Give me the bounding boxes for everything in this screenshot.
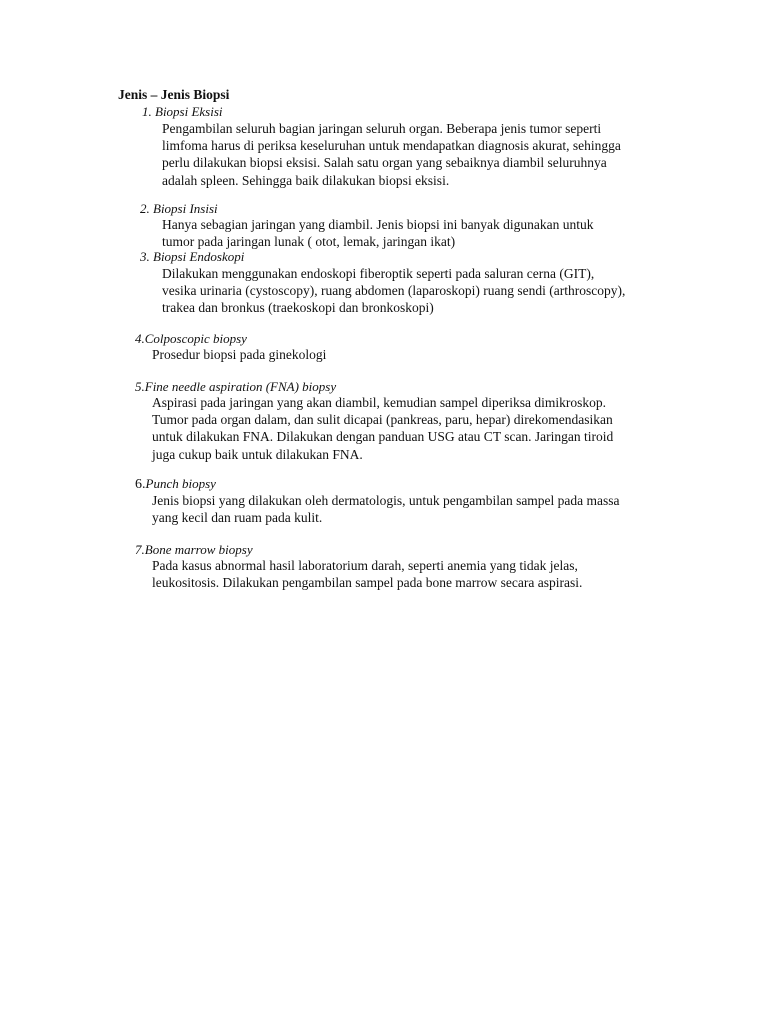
section-heading-fna-biopsy (135, 379, 336, 395)
body-line: Tumor pada organ dalam, dan sulit dicapai (pankreas, paru, hepar) direkomendasikan (152, 412, 613, 428)
body-line: Pengambilan seluruh bagian jaringan seluruh organ. Beberapa jenis tumor seperti (162, 121, 602, 136)
section-body-bone-marrow-biopsy (152, 557, 582, 591)
body-line: limfoma harus di periksa keseluruhan untuk mendapatkan diagnosis akurat, sehingga (162, 138, 621, 154)
page-title: Jenis – Jenis Biopsi (118, 87, 230, 102)
body-line: adalah spleen. Sehingga baik dilakukan biopsi eksisi. (162, 172, 450, 188)
section-body-fna-biopsy (152, 394, 613, 463)
section-body-colposcopic-biopsy (152, 346, 326, 363)
section-number: 5. (135, 379, 145, 394)
section-heading-colposcopic-biopsy (135, 331, 247, 347)
body-line: trakea dan bronkus (traekoskopi dan bronkoskopi) (162, 300, 434, 316)
body-line: yang kecil dan ruam pada kulit. (152, 510, 323, 526)
section-title: Punch biopsy (145, 476, 216, 491)
section-title: Biopsi Eksisi (155, 104, 223, 119)
section-heading-biopsi-eksisi (142, 104, 223, 120)
section-heading-punch-biopsy (135, 476, 216, 493)
body-line: Prosedur biopsi pada ginekologi (152, 347, 327, 362)
section-title: Fine needle aspiration (FNA) biopsy (144, 379, 337, 394)
body-line: Aspirasi pada jaringan yang akan diambil, kemudian sampel diperiksa dimikroskop. (152, 395, 607, 410)
section-number: 1. (142, 104, 152, 119)
section-heading-biopsi-insisi (140, 201, 218, 217)
section-title: Biopsi Endoskopi (153, 249, 245, 264)
section-number: 2. (140, 201, 150, 216)
section-body-biopsi-insisi (162, 216, 594, 250)
section-heading-bone-marrow-biopsy (135, 542, 253, 558)
body-line: leukositosis. Dilakukan pengambilan sampel pada bone marrow secara aspirasi. (152, 575, 583, 591)
section-number: 6. (135, 477, 146, 492)
section-title: Bone marrow biopsy (144, 542, 253, 557)
section-title: Biopsi Insisi (153, 201, 218, 216)
body-line: juga cukup baik untuk dilakukan FNA. (152, 446, 363, 462)
section-number: 4. (135, 331, 145, 346)
body-line: perlu dilakukan biopsi eksisi. Salah satu organ yang sebaiknya diambil seluruhnya (162, 155, 607, 171)
section-body-punch-biopsy (152, 492, 620, 526)
body-line: untuk dilakukan FNA. Dilakukan dengan panduan USG atau CT scan. Jaringan tiroid (152, 429, 614, 445)
section-title: Colposcopic biopsy (144, 331, 247, 346)
body-line: Dilakukan menggunakan endoskopi fiberoptik seperti pada saluran cerna (GIT), (162, 266, 595, 281)
section-heading-biopsi-endoskopi (140, 249, 244, 265)
body-line: Pada kasus abnormal hasil laboratorium darah, seperti anemia yang tidak jelas, (152, 558, 578, 573)
section-number: 3. (140, 249, 150, 264)
section-body-biopsi-endoskopi (162, 265, 625, 317)
body-line: Hanya sebagian jaringan yang diambil. Jenis biopsi ini banyak digunakan untuk (162, 217, 594, 232)
section-body-biopsi-eksisi (162, 120, 621, 189)
body-line: vesika urinaria (cystoscopy), ruang abdomen (laparoskopi) ruang sendi (arthroscopy), (162, 283, 626, 299)
body-line: tumor pada jaringan lunak ( otot, lemak, jaringan ikat) (162, 234, 456, 250)
section-number: 7. (135, 542, 145, 557)
body-line: Jenis biopsi yang dilakukan oleh dermatologis, untuk pengambilan sampel pada massa (152, 493, 620, 508)
